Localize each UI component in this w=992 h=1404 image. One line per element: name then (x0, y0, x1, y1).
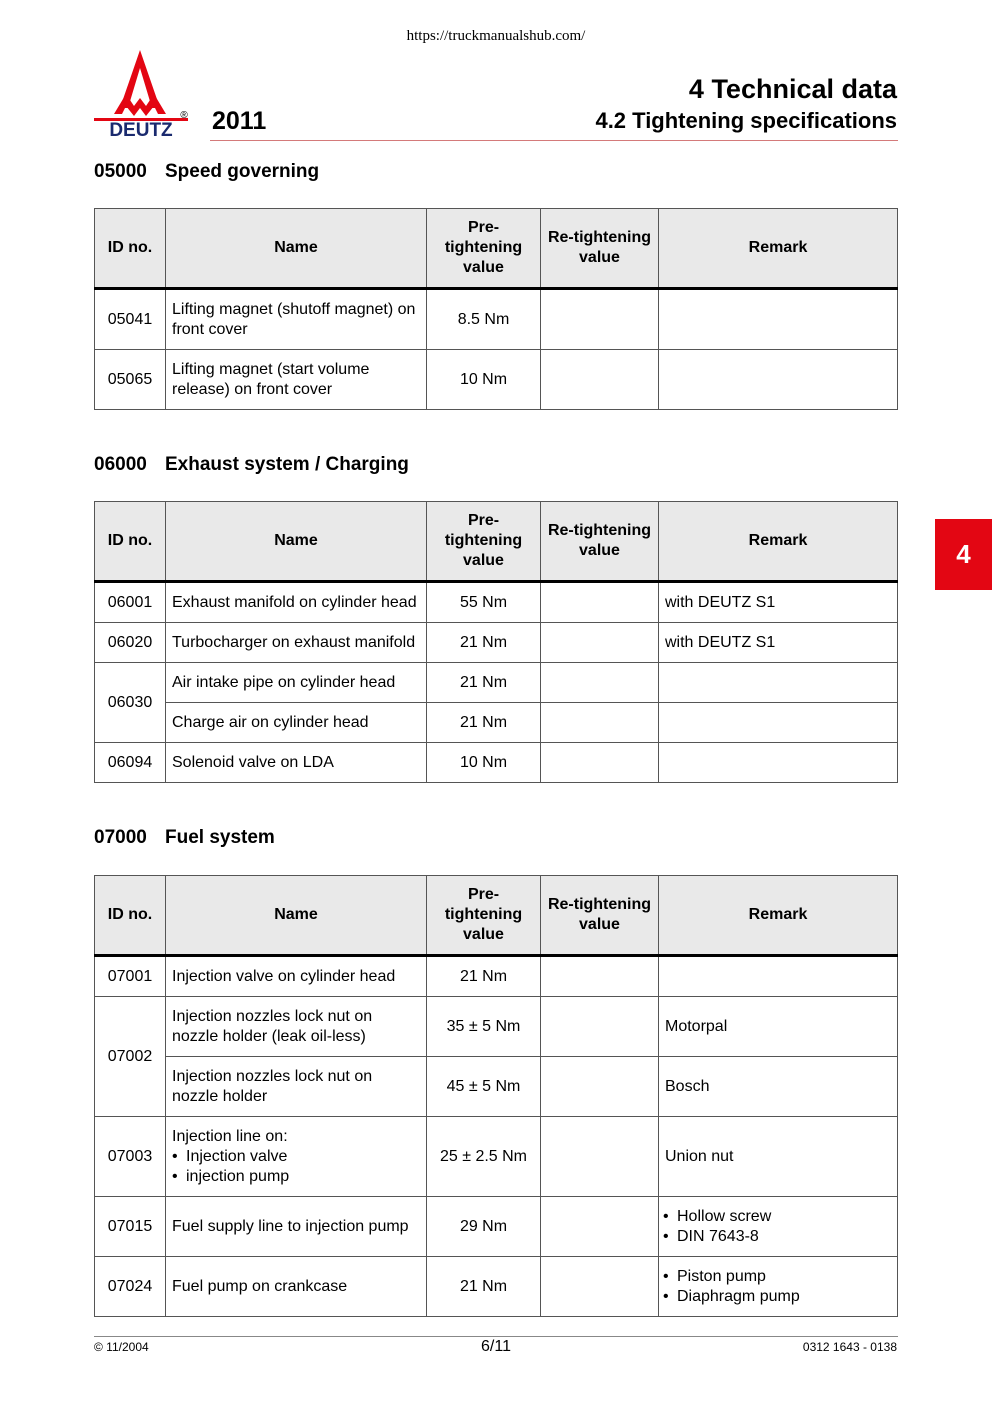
list-item: • Diaphragm pump (663, 1287, 891, 1307)
cell-id: 06030 (95, 663, 166, 743)
cell-re (541, 623, 659, 663)
cell-name: Fuel pump on crankcase (166, 1257, 427, 1317)
col-pre-tightening: Pre- tightening value (427, 209, 541, 289)
cell-re (541, 289, 659, 350)
name-bullet-list (172, 1147, 420, 1187)
col-name: Name (166, 876, 427, 956)
col-pre-tightening: Pre- tightening value (427, 876, 541, 956)
remark-bullet-list (663, 1207, 891, 1247)
source-url[interactable]: https://truckmanualshub.com/ (406, 28, 586, 44)
cell-id: 07015 (95, 1197, 166, 1257)
cell-remark: with DEUTZ S1 (659, 582, 898, 623)
cell-pre: 10 Nm (427, 350, 541, 410)
section-number: 05000 (94, 161, 147, 182)
cell-name: Injection nozzles lock nut on nozzle holder (166, 1057, 427, 1117)
cell-pre: 21 Nm (427, 1257, 541, 1317)
list-item: • DIN 7643-8 (663, 1227, 891, 1247)
table-row (95, 1257, 898, 1317)
deutz-logo (94, 48, 190, 140)
list-item: • Hollow screw (663, 1207, 891, 1227)
col-id: ID no. (95, 502, 166, 582)
cell-id: 06001 (95, 582, 166, 623)
cell-name: Solenoid valve on LDA (166, 743, 427, 783)
section-heading (94, 161, 319, 183)
cell-name-text: Injection line on: (172, 1127, 288, 1145)
cell-re (541, 1197, 659, 1257)
cell-name: Exhaust manifold on cylinder head (166, 582, 427, 623)
col-remark: Remark (659, 209, 898, 289)
section-heading (94, 827, 275, 849)
section-title: Speed governing (165, 161, 320, 182)
list-item: • Injection valve (172, 1147, 420, 1167)
chapter-tab[interactable]: 4 (935, 519, 992, 590)
cell-name: Injection nozzles lock nut on nozzle holder (leak oil-less) (166, 997, 427, 1057)
section-title: Fuel system (165, 827, 275, 848)
cell-pre: 21 Nm (427, 703, 541, 743)
footer-copyright: © 11/2004 (94, 1340, 149, 1354)
table-row (95, 663, 898, 703)
cell-pre: 29 Nm (427, 1197, 541, 1257)
table-row (95, 743, 898, 783)
table-row (95, 997, 898, 1057)
cell-remark (659, 1257, 898, 1317)
svg-text:DEUTZ: DEUTZ (109, 120, 173, 140)
header-rule (210, 140, 898, 141)
cell-id: 07001 (95, 956, 166, 997)
cell-remark: Bosch (659, 1057, 898, 1117)
col-re-tightening: Re-tightening value (541, 876, 659, 956)
cell-re (541, 350, 659, 410)
cell-pre: 10 Nm (427, 743, 541, 783)
subchapter-title: 4.2 Tightening specifications (595, 108, 897, 133)
list-item: • Piston pump (663, 1267, 891, 1287)
cell-re (541, 703, 659, 743)
cell-id: 07003 (95, 1117, 166, 1197)
table-row (95, 1197, 898, 1257)
col-re-tightening: Re-tightening value (541, 502, 659, 582)
cell-name: Charge air on cylinder head (166, 703, 427, 743)
col-remark: Remark (659, 876, 898, 956)
table-row (95, 350, 898, 410)
cell-pre: 45 ± 5 Nm (427, 1057, 541, 1117)
cell-re (541, 743, 659, 783)
table-row (95, 582, 898, 623)
table-row (95, 956, 898, 997)
section-title: Exhaust system / Charging (165, 454, 409, 475)
cell-re (541, 582, 659, 623)
cell-name: Injection valve on cylinder head (166, 956, 427, 997)
spec-table-speed-governing (94, 208, 898, 410)
table-row (95, 703, 898, 743)
footer-doc-number: 0312 1643 - 0138 (802, 1340, 897, 1354)
table-row (95, 289, 898, 350)
cell-remark: with DEUTZ S1 (659, 623, 898, 663)
table-row (95, 1057, 898, 1117)
cell-name: Turbocharger on exhaust manifold (166, 623, 427, 663)
list-item: • injection pump (172, 1167, 420, 1187)
footer-page-number: 6/11 (481, 1338, 511, 1355)
col-id: ID no. (95, 209, 166, 289)
cell-remark: Union nut (659, 1117, 898, 1197)
chapter-title: 4 Technical data (688, 74, 897, 104)
cell-re (541, 1057, 659, 1117)
col-name: Name (166, 209, 427, 289)
svg-text:®: ® (180, 110, 188, 121)
cell-pre: 55 Nm (427, 582, 541, 623)
cell-re (541, 997, 659, 1057)
engine-model: 2011 (212, 107, 267, 135)
cell-id: 05065 (95, 350, 166, 410)
cell-remark (659, 663, 898, 703)
cell-remark (659, 743, 898, 783)
section-number: 06000 (94, 454, 147, 475)
cell-name: Fuel supply line to injection pump (166, 1197, 427, 1257)
col-id: ID no. (95, 876, 166, 956)
cell-pre: 8.5 Nm (427, 289, 541, 350)
spec-table-fuel-system (94, 875, 898, 1317)
cell-re (541, 663, 659, 703)
cell-remark (659, 956, 898, 997)
col-remark: Remark (659, 502, 898, 582)
cell-pre: 25 ± 2.5 Nm (427, 1117, 541, 1197)
cell-name (166, 1117, 427, 1197)
cell-remark: Motorpal (659, 997, 898, 1057)
col-pre-tightening: Pre- tightening value (427, 502, 541, 582)
cell-id: 06094 (95, 743, 166, 783)
cell-pre: 21 Nm (427, 623, 541, 663)
col-re-tightening: Re-tightening value (541, 209, 659, 289)
cell-name: Lifting magnet (start volume release) on front cover (166, 350, 427, 410)
remark-bullet-list (663, 1267, 891, 1307)
section-heading (94, 454, 409, 476)
cell-id: 06020 (95, 623, 166, 663)
section-number: 07000 (94, 827, 147, 848)
cell-pre: 21 Nm (427, 663, 541, 703)
cell-remark (659, 1197, 898, 1257)
cell-name: Lifting magnet (shutoff magnet) on front cover (166, 289, 427, 350)
cell-remark (659, 703, 898, 743)
cell-remark (659, 350, 898, 410)
cell-remark (659, 289, 898, 350)
table-row (95, 623, 898, 663)
cell-re (541, 956, 659, 997)
cell-name: Air intake pipe on cylinder head (166, 663, 427, 703)
spec-table-exhaust-system (94, 501, 898, 783)
cell-re (541, 1257, 659, 1317)
table-row (95, 1117, 898, 1197)
cell-pre: 35 ± 5 Nm (427, 997, 541, 1057)
footer-rule (94, 1336, 898, 1337)
cell-pre: 21 Nm (427, 956, 541, 997)
col-name: Name (166, 502, 427, 582)
cell-re (541, 1117, 659, 1197)
cell-id: 07002 (95, 997, 166, 1117)
cell-id: 07024 (95, 1257, 166, 1317)
cell-id: 05041 (95, 289, 166, 350)
